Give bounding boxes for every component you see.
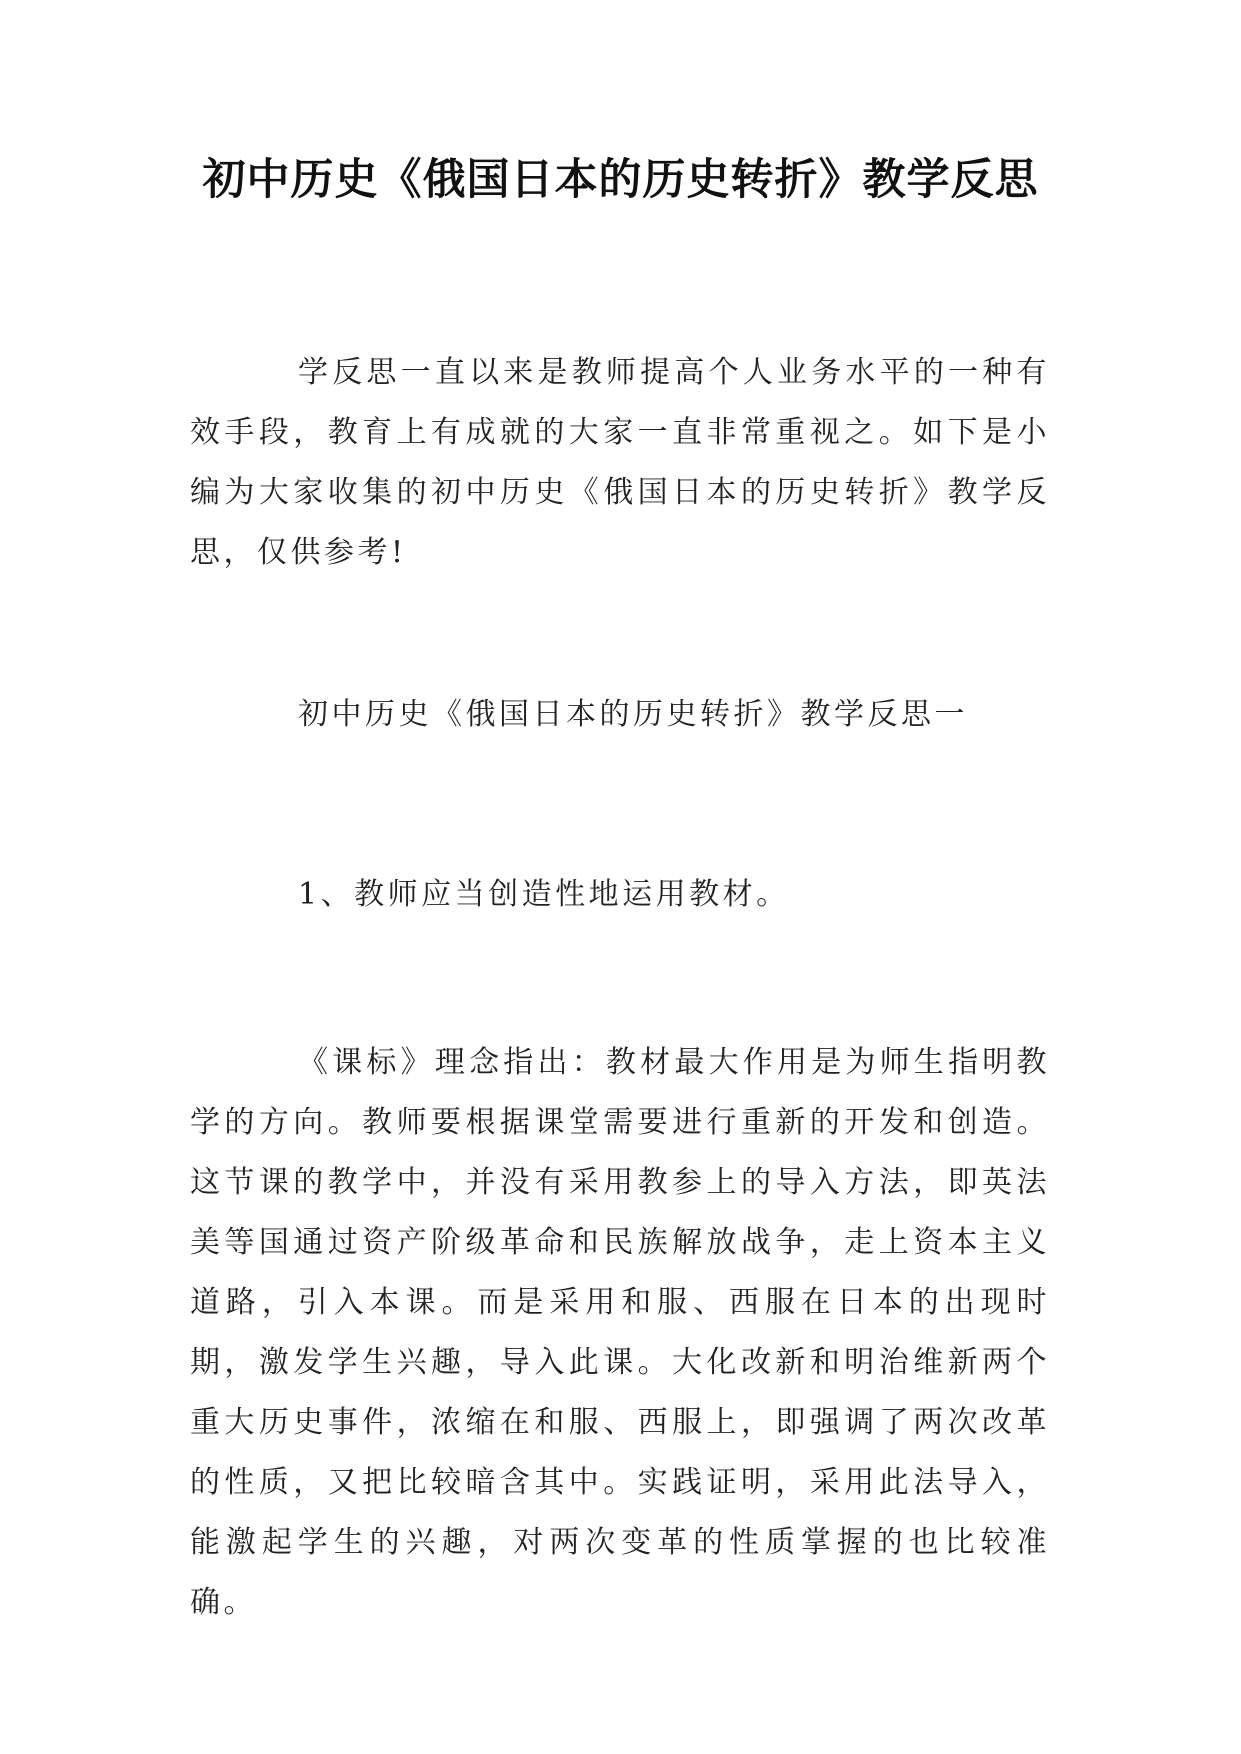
body-paragraph: 《课标》理念指出：教材最大作用是为师生指明教学的方向。教师要根据课堂需要进行重新的开发和创造。这节课的教学中，并没有采用教参上的导入方法，即英法美等国通过资产阶级革命和民族解放战争，走上资本主义道路，引入本课。而是采用和服、西服在日本的出现时期，激发学生兴趣，导入此课。大化改新和明治维新两个重大历史事件，浓缩在和服、西服上，即强调了两次改革的性质，又把比较暗含其中。实践证明，采用此法导入，能激起学生的兴趣，对两次变革的性质掌握的也比较准确。 — [190, 1045, 1050, 1620]
intro-paragraph: 学反思一直以来是教师提高个人业务水平的一种有效手段，教育上有成就的大家一直非常重视之。如下是小编为大家收集的初中历史《俄国日本的历史转折》教学反思，仅供参考! — [190, 355, 1050, 570]
section-heading: 初中历史《俄国日本的历史转折》教学反思一 — [298, 697, 968, 732]
point-heading: 1、教师应当创造性地运用教材。 — [298, 877, 790, 912]
document-title: 初中历史《俄国日本的历史转折》教学反思 — [202, 155, 1039, 205]
